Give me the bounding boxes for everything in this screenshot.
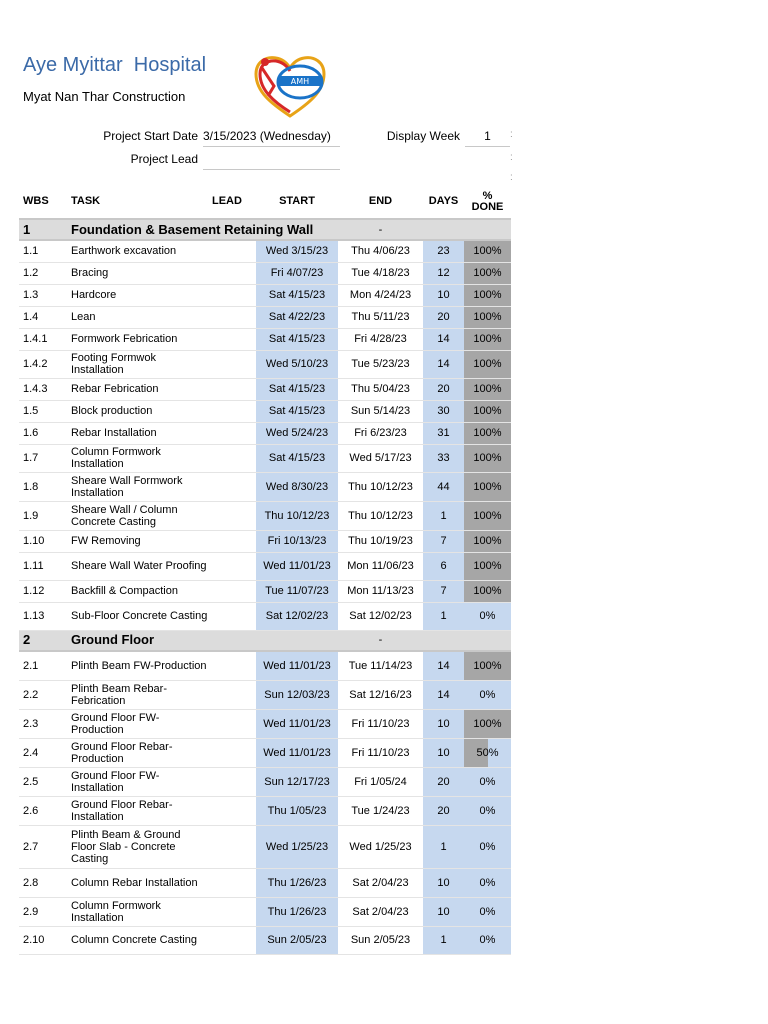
cell-marker: : xyxy=(510,172,513,183)
task-end: Wed 5/17/23 xyxy=(338,444,423,472)
task-lead[interactable] xyxy=(208,400,256,422)
hospital-title: Aye Myittar Hospital xyxy=(23,54,207,76)
task-days: 20 xyxy=(423,378,464,400)
task-days: 10 xyxy=(423,897,464,926)
task-start[interactable]: Sat 4/15/23 xyxy=(256,284,338,306)
task-days: 10 xyxy=(423,738,464,767)
task-done[interactable] xyxy=(464,422,511,444)
task-done[interactable] xyxy=(464,796,511,825)
task-lead[interactable] xyxy=(208,378,256,400)
task-start[interactable]: Thu 1/26/23 xyxy=(256,897,338,926)
section-title: Foundation & Basement Retaining Wall xyxy=(67,219,338,240)
task-row[interactable] xyxy=(19,422,511,444)
task-days: 30 xyxy=(423,400,464,422)
table-header-row xyxy=(19,185,511,219)
task-wbs: 1.10 xyxy=(19,530,67,552)
task-name[interactable]: Column Formwork Installation xyxy=(67,444,208,472)
task-row[interactable] xyxy=(19,284,511,306)
task-days: 23 xyxy=(423,240,464,262)
cell-marker: : xyxy=(510,129,513,140)
col-done-line1: % xyxy=(482,189,493,202)
task-days: 10 xyxy=(423,709,464,738)
task-wbs: 1.2 xyxy=(19,262,67,284)
task-name[interactable]: Sheare Wall Formwork Installation xyxy=(67,472,208,501)
task-lead[interactable] xyxy=(208,738,256,767)
col-start: START xyxy=(256,185,338,219)
task-done[interactable] xyxy=(464,472,511,501)
task-row[interactable] xyxy=(19,767,511,796)
task-done-value: 0% xyxy=(479,804,496,817)
section-end: - xyxy=(338,630,423,651)
task-row[interactable] xyxy=(19,825,511,868)
task-done-value: 50% xyxy=(476,746,499,759)
task-name[interactable]: Ground Floor FW-Production xyxy=(67,709,208,738)
task-done-value: 100% xyxy=(473,585,502,597)
task-name[interactable]: Column Formwork Installation xyxy=(67,897,208,926)
task-name[interactable]: Ground Floor Rebar-Production xyxy=(67,738,208,767)
task-done-value: 0% xyxy=(479,688,496,701)
project-start-input[interactable]: 3/15/2023 (Wednesday) xyxy=(203,129,340,147)
task-days: 20 xyxy=(423,306,464,328)
section-spacer xyxy=(423,219,464,240)
task-name[interactable]: Column Concrete Casting xyxy=(67,926,208,954)
task-wbs: 1.4 xyxy=(19,306,67,328)
task-done-value: 100% xyxy=(473,480,502,493)
task-days: 14 xyxy=(423,680,464,709)
project-lead-input[interactable] xyxy=(203,152,340,170)
task-start[interactable]: Thu 1/05/23 xyxy=(256,796,338,825)
task-days: 6 xyxy=(423,552,464,580)
task-name[interactable]: Backfill & Compaction xyxy=(67,580,208,602)
task-row[interactable] xyxy=(19,926,511,954)
task-name[interactable]: Lean xyxy=(67,306,208,328)
task-done-value: 100% xyxy=(473,405,502,417)
task-end: Tue 1/24/23 xyxy=(338,796,423,825)
task-start[interactable]: Wed 11/01/23 xyxy=(256,738,338,767)
task-done[interactable] xyxy=(464,580,511,602)
task-name[interactable]: Rebar Installation xyxy=(67,422,208,444)
task-row[interactable] xyxy=(19,709,511,738)
task-lead[interactable] xyxy=(208,530,256,552)
task-end: Sat 12/16/23 xyxy=(338,680,423,709)
task-end: Mon 11/13/23 xyxy=(338,580,423,602)
task-lead[interactable] xyxy=(208,680,256,709)
task-end: Thu 10/19/23 xyxy=(338,530,423,552)
company-subtitle: Myat Nan Thar Construction xyxy=(23,89,186,104)
task-wbs: 1.4.3 xyxy=(19,378,67,400)
task-days: 1 xyxy=(423,501,464,530)
task-done[interactable] xyxy=(464,530,511,552)
task-lead[interactable] xyxy=(208,926,256,954)
task-wbs: 2.9 xyxy=(19,897,67,926)
col-wbs: WBS xyxy=(19,185,67,219)
task-row[interactable] xyxy=(19,651,511,680)
task-done-value: 100% xyxy=(473,311,502,323)
task-end: Sat 2/04/23 xyxy=(338,897,423,926)
project-lead-label: Project Lead xyxy=(130,152,198,166)
task-end: Fri 6/23/23 xyxy=(338,422,423,444)
col-done-line2: DONE xyxy=(471,200,504,213)
task-lead[interactable] xyxy=(208,350,256,378)
task-days: 20 xyxy=(423,767,464,796)
task-done-value: 100% xyxy=(473,245,502,258)
task-done[interactable] xyxy=(464,306,511,328)
task-done-value: 100% xyxy=(473,289,502,301)
task-end: Sun 5/14/23 xyxy=(338,400,423,422)
task-name[interactable]: FW Removing xyxy=(67,530,208,552)
task-name[interactable]: Formwork Febrication xyxy=(67,328,208,350)
task-row[interactable] xyxy=(19,738,511,767)
col-days: DAYS xyxy=(423,185,464,219)
task-wbs: 1.12 xyxy=(19,580,67,602)
task-wbs: 1.7 xyxy=(19,444,67,472)
task-end: Fri 11/10/23 xyxy=(338,738,423,767)
task-row[interactable] xyxy=(19,530,511,552)
task-done-value: 100% xyxy=(473,535,502,547)
task-lead[interactable] xyxy=(208,796,256,825)
task-name[interactable]: Footing Formwok Installation xyxy=(67,350,208,378)
task-start[interactable]: Wed 11/01/23 xyxy=(256,709,338,738)
task-row[interactable] xyxy=(19,240,511,262)
task-start[interactable]: Wed 11/01/23 xyxy=(256,552,338,580)
task-lead[interactable] xyxy=(208,868,256,897)
task-lead[interactable] xyxy=(208,328,256,350)
task-done-value: 0% xyxy=(479,840,496,853)
task-wbs: 2.2 xyxy=(19,680,67,709)
task-name[interactable]: Bracing xyxy=(67,262,208,284)
task-done[interactable] xyxy=(464,825,511,868)
task-start[interactable]: Sun 2/05/23 xyxy=(256,926,338,954)
task-end: Sun 2/05/23 xyxy=(338,926,423,954)
task-done[interactable] xyxy=(464,501,511,530)
task-days: 14 xyxy=(423,350,464,378)
task-end: Tue 4/18/23 xyxy=(338,262,423,284)
section-spacer xyxy=(423,630,464,651)
task-end: Thu 4/06/23 xyxy=(338,240,423,262)
task-wbs: 1.13 xyxy=(19,602,67,630)
task-row[interactable] xyxy=(19,350,511,378)
task-lead[interactable] xyxy=(208,767,256,796)
task-wbs: 2.1 xyxy=(19,651,67,680)
task-done-value: 0% xyxy=(479,934,496,946)
task-name[interactable]: Plinth Beam Rebar-Febrication xyxy=(67,680,208,709)
task-row[interactable] xyxy=(19,444,511,472)
hospital-logo xyxy=(252,52,328,120)
col-task: TASK xyxy=(67,185,208,219)
task-row[interactable] xyxy=(19,796,511,825)
task-done-value: 100% xyxy=(473,358,502,370)
task-start[interactable]: Sat 4/15/23 xyxy=(256,378,338,400)
task-end: Thu 5/04/23 xyxy=(338,378,423,400)
task-done[interactable] xyxy=(464,262,511,284)
project-start-label: Project Start Date xyxy=(103,129,198,143)
task-end: Thu 5/11/23 xyxy=(338,306,423,328)
task-start[interactable]: Wed 3/15/23 xyxy=(256,240,338,262)
task-wbs: 2.7 xyxy=(19,825,67,868)
task-days: 14 xyxy=(423,328,464,350)
task-end: Thu 10/12/23 xyxy=(338,501,423,530)
task-done[interactable] xyxy=(464,400,511,422)
display-week-label: Display Week xyxy=(386,129,460,143)
task-done[interactable] xyxy=(464,602,511,630)
task-end: Wed 1/25/23 xyxy=(338,825,423,868)
task-done[interactable] xyxy=(464,284,511,306)
task-days: 1 xyxy=(423,602,464,630)
task-lead[interactable] xyxy=(208,602,256,630)
task-end: Sat 2/04/23 xyxy=(338,868,423,897)
task-name[interactable]: Sub-Floor Concrete Casting xyxy=(67,602,208,630)
task-done[interactable] xyxy=(464,738,511,767)
task-lead[interactable] xyxy=(208,472,256,501)
task-name[interactable]: Ground Floor Rebar-Installation xyxy=(67,796,208,825)
task-name[interactable]: Plinth Beam FW-Production xyxy=(67,651,208,680)
section-end: - xyxy=(338,219,423,240)
col-end: END xyxy=(338,185,423,219)
task-end: Fri 11/10/23 xyxy=(338,709,423,738)
task-start[interactable]: Fri 10/13/23 xyxy=(256,530,338,552)
section-row xyxy=(19,630,511,651)
task-row[interactable] xyxy=(19,580,511,602)
task-name[interactable]: Rebar Febrication xyxy=(67,378,208,400)
task-days: 44 xyxy=(423,472,464,501)
task-done-value: 100% xyxy=(473,452,502,464)
task-wbs: 2.3 xyxy=(19,709,67,738)
task-days: 31 xyxy=(423,422,464,444)
task-end: Sat 12/02/23 xyxy=(338,602,423,630)
display-week-input[interactable]: 1 xyxy=(465,129,510,147)
task-done[interactable] xyxy=(464,328,511,350)
task-row[interactable] xyxy=(19,868,511,897)
task-wbs: 1.11 xyxy=(19,552,67,580)
task-start[interactable]: Sun 12/17/23 xyxy=(256,767,338,796)
task-done-value: 100% xyxy=(473,333,502,345)
task-wbs: 1.9 xyxy=(19,501,67,530)
task-wbs: 1.4.1 xyxy=(19,328,67,350)
task-done[interactable] xyxy=(464,378,511,400)
task-done-value: 100% xyxy=(473,383,502,395)
task-done-value: 100% xyxy=(473,560,502,572)
task-wbs: 1.1 xyxy=(19,240,67,262)
section-title: Ground Floor xyxy=(67,630,338,651)
task-lead[interactable] xyxy=(208,262,256,284)
task-lead[interactable] xyxy=(208,897,256,926)
task-wbs: 1.4.2 xyxy=(19,350,67,378)
col-done xyxy=(464,185,511,219)
task-name[interactable]: Block production xyxy=(67,400,208,422)
section-spacer xyxy=(464,219,511,240)
task-done-value: 100% xyxy=(473,427,502,439)
logo-lettering: AMH xyxy=(290,77,310,86)
task-done[interactable] xyxy=(464,868,511,897)
col-lead: LEAD xyxy=(208,185,256,219)
task-end: Tue 5/23/23 xyxy=(338,350,423,378)
task-start[interactable]: Wed 8/30/23 xyxy=(256,472,338,501)
task-done[interactable] xyxy=(464,767,511,796)
task-row[interactable] xyxy=(19,262,511,284)
task-table xyxy=(19,185,511,955)
task-done-value: 100% xyxy=(473,509,502,522)
task-lead[interactable] xyxy=(208,825,256,868)
section-wbs: 1 xyxy=(19,219,67,240)
task-start[interactable]: Tue 11/07/23 xyxy=(256,580,338,602)
task-start[interactable]: Sat 4/15/23 xyxy=(256,400,338,422)
task-start[interactable]: Wed 1/25/23 xyxy=(256,825,338,868)
task-name[interactable]: Sheare Wall Water Proofing xyxy=(67,552,208,580)
task-start[interactable]: Sat 4/15/23 xyxy=(256,444,338,472)
task-end: Tue 11/14/23 xyxy=(338,651,423,680)
task-days: 12 xyxy=(423,262,464,284)
task-row[interactable] xyxy=(19,306,511,328)
task-days: 10 xyxy=(423,284,464,306)
task-lead[interactable] xyxy=(208,240,256,262)
task-start[interactable]: Fri 4/07/23 xyxy=(256,262,338,284)
task-done[interactable] xyxy=(464,552,511,580)
task-done-value: 0% xyxy=(479,775,496,788)
task-lead[interactable] xyxy=(208,284,256,306)
task-start[interactable]: Sun 12/03/23 xyxy=(256,680,338,709)
task-start[interactable]: Wed 11/01/23 xyxy=(256,651,338,680)
task-done-value: 100% xyxy=(473,659,502,672)
task-days: 20 xyxy=(423,796,464,825)
task-done-value: 100% xyxy=(473,267,502,279)
task-name[interactable]: Column Rebar Installation xyxy=(67,868,208,897)
task-start[interactable]: Thu 10/12/23 xyxy=(256,501,338,530)
task-wbs: 2.6 xyxy=(19,796,67,825)
task-done[interactable] xyxy=(464,651,511,680)
task-name[interactable]: Plinth Beam & Ground Floor Slab - Concrete Casting xyxy=(67,825,208,868)
task-row[interactable] xyxy=(19,552,511,580)
task-start[interactable]: Wed 5/10/23 xyxy=(256,350,338,378)
task-row[interactable] xyxy=(19,400,511,422)
task-days: 7 xyxy=(423,580,464,602)
task-lead[interactable] xyxy=(208,501,256,530)
task-done[interactable] xyxy=(464,680,511,709)
task-done[interactable] xyxy=(464,240,511,262)
task-end: Mon 11/06/23 xyxy=(338,552,423,580)
task-done[interactable] xyxy=(464,350,511,378)
task-name[interactable]: Hardcore xyxy=(67,284,208,306)
task-done-value: 0% xyxy=(479,876,496,889)
task-wbs: 1.6 xyxy=(19,422,67,444)
task-row[interactable] xyxy=(19,680,511,709)
task-end: Fri 4/28/23 xyxy=(338,328,423,350)
task-done-value: 0% xyxy=(479,905,496,918)
task-start[interactable]: Thu 1/26/23 xyxy=(256,868,338,897)
task-lead[interactable] xyxy=(208,306,256,328)
task-name[interactable]: Sheare Wall / Column Concrete Casting xyxy=(67,501,208,530)
task-start[interactable]: Sat 4/15/23 xyxy=(256,328,338,350)
task-done-value: 100% xyxy=(473,717,502,730)
task-start[interactable]: Sat 4/22/23 xyxy=(256,306,338,328)
task-lead[interactable] xyxy=(208,444,256,472)
task-days: 14 xyxy=(423,651,464,680)
task-done[interactable] xyxy=(464,709,511,738)
task-row[interactable] xyxy=(19,328,511,350)
cell-marker: : xyxy=(510,152,513,163)
task-name[interactable]: Ground Floor FW-Installation xyxy=(67,767,208,796)
section-spacer xyxy=(464,630,511,651)
task-done[interactable] xyxy=(464,897,511,926)
section-wbs: 2 xyxy=(19,630,67,651)
task-wbs: 1.3 xyxy=(19,284,67,306)
task-wbs: 2.5 xyxy=(19,767,67,796)
task-days: 33 xyxy=(423,444,464,472)
section-row xyxy=(19,219,511,240)
task-end: Fri 1/05/24 xyxy=(338,767,423,796)
task-lead[interactable] xyxy=(208,580,256,602)
task-row[interactable] xyxy=(19,472,511,501)
task-name[interactable]: Earthwork excavation xyxy=(67,240,208,262)
task-done[interactable] xyxy=(464,926,511,954)
task-days: 7 xyxy=(423,530,464,552)
task-end: Thu 10/12/23 xyxy=(338,472,423,501)
task-end: Mon 4/24/23 xyxy=(338,284,423,306)
task-lead[interactable] xyxy=(208,552,256,580)
task-wbs: 1.5 xyxy=(19,400,67,422)
task-done[interactable] xyxy=(464,444,511,472)
task-wbs: 2.10 xyxy=(19,926,67,954)
task-done-value: 0% xyxy=(479,610,496,622)
task-row[interactable] xyxy=(19,897,511,926)
task-wbs: 2.4 xyxy=(19,738,67,767)
task-days: 10 xyxy=(423,868,464,897)
task-days: 1 xyxy=(423,926,464,954)
task-start[interactable]: Wed 5/24/23 xyxy=(256,422,338,444)
task-row[interactable] xyxy=(19,501,511,530)
task-days: 1 xyxy=(423,825,464,868)
task-lead[interactable] xyxy=(208,709,256,738)
task-lead[interactable] xyxy=(208,422,256,444)
task-start[interactable]: Sat 12/02/23 xyxy=(256,602,338,630)
task-row[interactable] xyxy=(19,378,511,400)
task-row[interactable] xyxy=(19,602,511,630)
task-wbs: 1.8 xyxy=(19,472,67,501)
task-lead[interactable] xyxy=(208,651,256,680)
task-wbs: 2.8 xyxy=(19,868,67,897)
